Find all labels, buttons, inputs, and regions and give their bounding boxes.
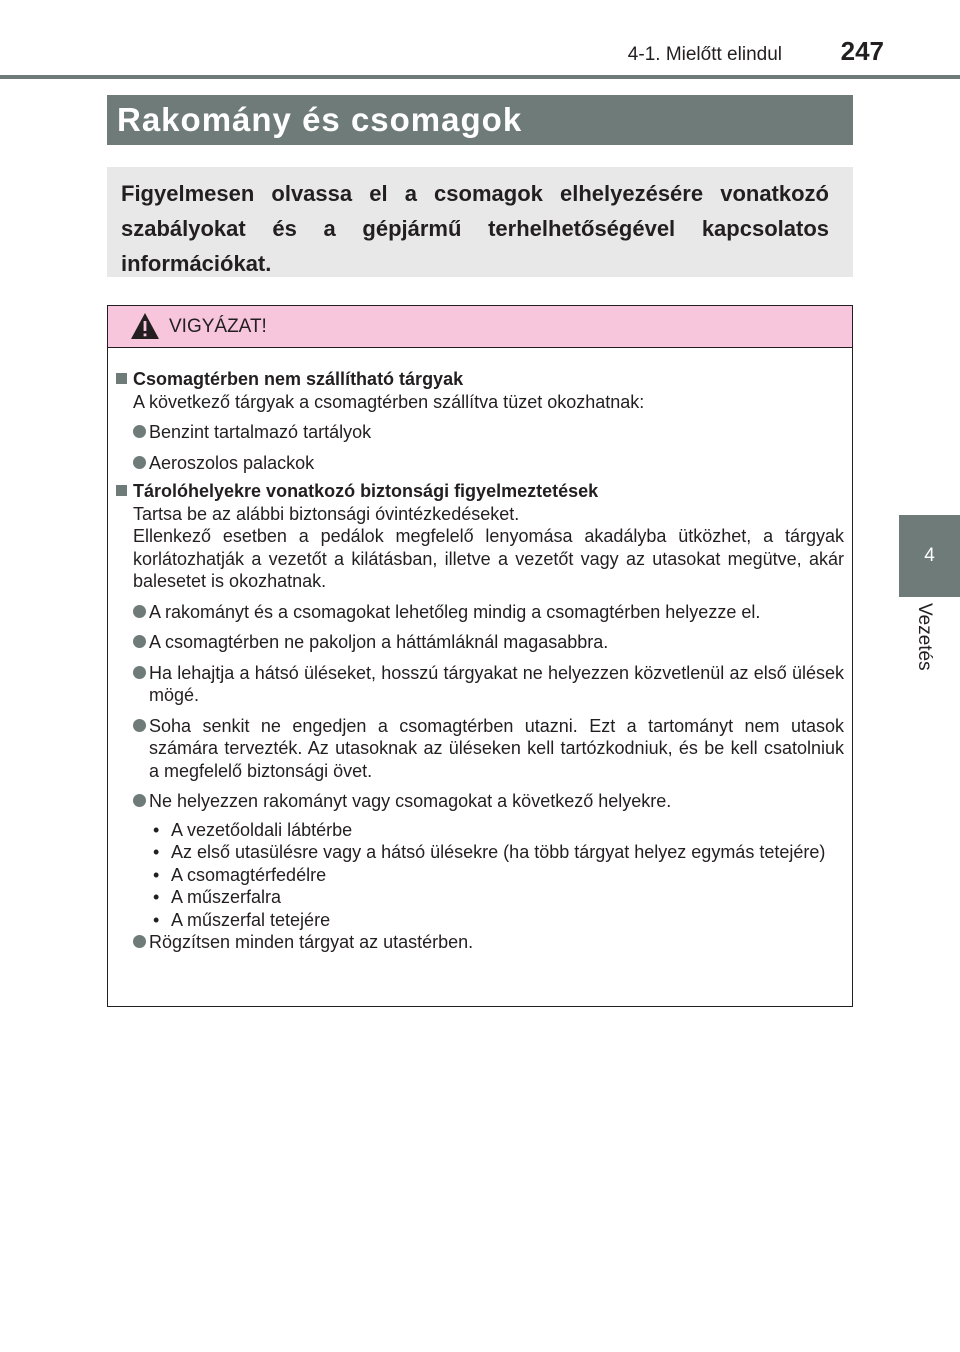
section-heading: Csomagtérben nem szállítható tárgyak	[116, 368, 844, 391]
warning-triangle-icon	[130, 312, 160, 340]
paragraph: Tartsa be az alábbi biztonsági óvintézkedéseket.	[133, 503, 520, 524]
bullet-item: A rakományt és a csomagokat lehetőleg mindig a csomagtérben helyezze el.	[116, 601, 844, 624]
bullet-dot-icon	[133, 605, 146, 618]
bullet-dot-icon	[133, 635, 146, 648]
bullet-dot-icon	[133, 935, 146, 948]
section-heading: Tárolóhelyekre vonatkozó biztonsági figyelmeztetések	[116, 480, 844, 503]
bullet-dot-icon	[133, 794, 146, 807]
paragraph: Ellenkező esetben a pedálok megfelelő lenyomása akadályba ütközhet, a tárgyak korlátozhatják a vezetőt a kilátásban, illetve a vezetőt vagy az utasokat megütve, akár balesetet is okozhatnak.	[133, 526, 844, 591]
paragraph: A következő tárgyak a csomagtérben szállítva tüzet okozhatnak:	[133, 391, 645, 412]
sub-bullet-mark: •	[153, 887, 160, 907]
sub-list-item: • A vezetőoldali lábtérbe	[153, 819, 353, 840]
square-bullet-icon	[116, 373, 127, 384]
bullet-item: Soha senkit ne engedjen a csomagtérben utazni. Ezt a tartományt nem utasok számára tervezték. Az utasoknak az üléseken kell tartózkodniuk, és be kell csatolniuk a megfelelő biztonsági övet.	[116, 715, 844, 783]
header-rule	[0, 75, 960, 79]
sub-list-item: • A műszerfal tetejére	[153, 909, 331, 930]
chapter-number: 4	[924, 545, 935, 566]
sub-bullet-mark: •	[153, 909, 160, 930]
bullet-item: Rögzítsen minden tárgyat az utastérben.	[116, 931, 844, 954]
bullet-item: Benzint tartalmazó tartályok	[116, 421, 844, 444]
section-title: 4-1. Mielőtt elindul	[627, 44, 782, 65]
sub-list	[116, 819, 844, 932]
caution-box	[107, 305, 853, 1007]
page-number: 247	[840, 36, 884, 66]
bullet-item: Ha lehajtja a hátsó üléseket, hosszú tárgyakat ne helyezzen közvetlenül az első ülések mögé.	[116, 662, 844, 707]
caution-title: VIGYÁZAT!	[169, 316, 267, 337]
caution-body	[108, 348, 852, 954]
bullet-dot-icon	[133, 456, 146, 469]
bullet-item: Aeroszolos palackok	[116, 452, 844, 475]
sub-list-item: • A műszerfalra	[153, 887, 282, 907]
chapter-tab	[899, 515, 960, 597]
sub-bullet-mark: •	[153, 842, 160, 862]
bullet-item: Ne helyezzen rakományt vagy csomagokat a következő helyekre.	[116, 790, 844, 813]
bullet-dot-icon	[133, 666, 146, 679]
caution-header	[108, 306, 852, 348]
sub-list-item: • A csomagtérfedélre	[153, 864, 327, 885]
square-bullet-icon	[116, 485, 127, 496]
sub-bullet-mark: •	[153, 864, 160, 885]
sub-list-item: • Az első utasülésre vagy a hátsó ülésekre (ha több tárgyat helyez egymás tetejére)	[153, 842, 826, 862]
bullet-item: A csomagtérben ne pakoljon a háttámláknál magasabbra.	[116, 631, 844, 654]
intro-box: Figyelmesen olvassa el a csomagok elhelyezésére vonatkozó szabályokat és a gépjármű terhelhetőségével kapcsolatos információkat.	[107, 167, 853, 277]
page-title: Rakomány és csomagok	[107, 95, 853, 145]
sub-bullet-mark: •	[153, 819, 160, 840]
chapter-label: Vezetés	[914, 603, 935, 671]
bullet-dot-icon	[133, 425, 146, 438]
bullet-dot-icon	[133, 719, 146, 732]
